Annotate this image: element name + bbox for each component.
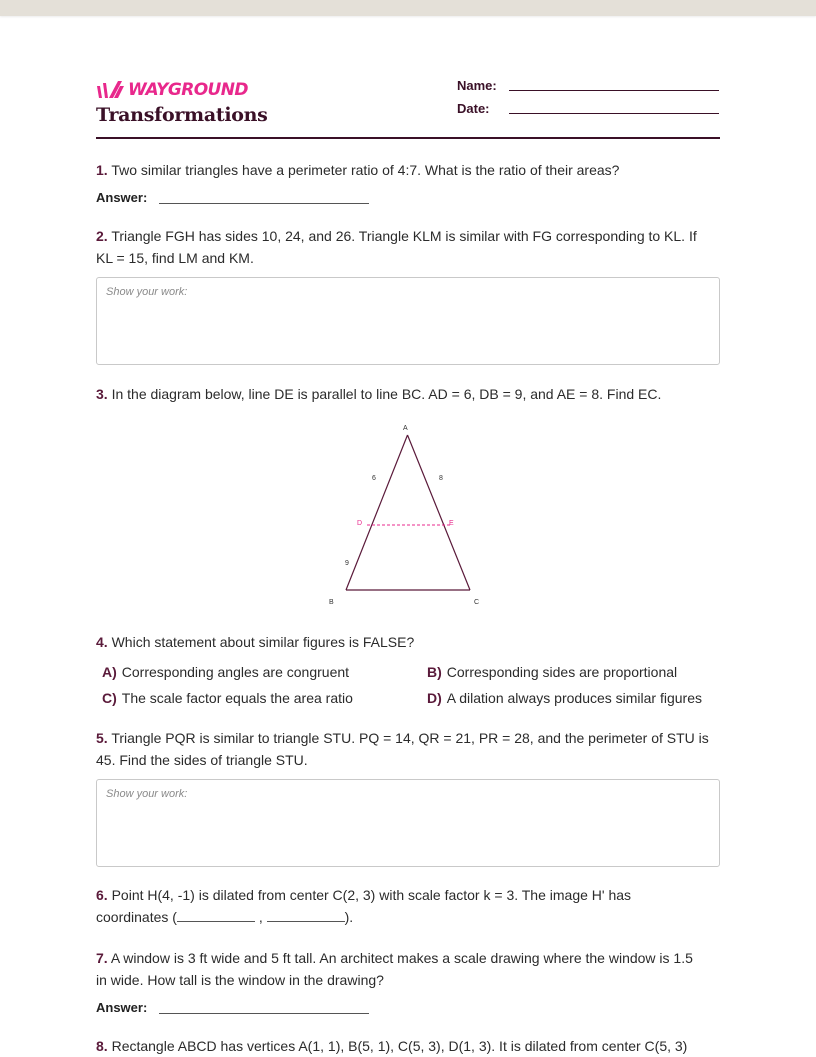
question-1 bbox=[96, 159, 720, 181]
choice-text: Corresponding angles are congruent bbox=[121, 664, 350, 680]
question-number: 6. bbox=[96, 887, 108, 903]
page-top-edge bbox=[0, 0, 816, 16]
choice-text: A dilation always produces similar figures bbox=[446, 690, 703, 706]
choice-a[interactable] bbox=[102, 662, 349, 682]
answer-row-1[interactable] bbox=[96, 190, 369, 205]
choice-letter: C) bbox=[102, 690, 117, 706]
label-b: B bbox=[329, 599, 334, 606]
question-4 bbox=[96, 631, 720, 653]
answer-line[interactable] bbox=[159, 203, 369, 204]
answer-line[interactable] bbox=[159, 1013, 369, 1014]
question-text: A window is 3 ft wide and 5 ft tall. An architect makes a scale drawing where the window is 1.5 bbox=[110, 950, 693, 966]
name-line[interactable] bbox=[509, 90, 719, 91]
question-7 bbox=[96, 947, 720, 991]
label-a: A bbox=[403, 425, 408, 432]
answer-label: Answer: bbox=[96, 1000, 148, 1015]
y-coordinate-blank[interactable] bbox=[267, 907, 345, 922]
worksheet-header bbox=[96, 76, 720, 140]
header-divider bbox=[96, 137, 720, 139]
choice-d[interactable] bbox=[427, 688, 702, 708]
label-e: E bbox=[449, 520, 454, 527]
question-number: 7. bbox=[96, 950, 108, 966]
question-text: Which statement about similar figures is FALSE? bbox=[111, 634, 415, 650]
question-text-cont: KL = 15, find LM and KM. bbox=[96, 250, 254, 266]
answer-row-7[interactable] bbox=[96, 1000, 369, 1015]
work-placeholder: Show your work: bbox=[106, 788, 188, 800]
coordinate-separator: , bbox=[258, 909, 263, 925]
name-field[interactable] bbox=[457, 78, 719, 93]
choice-letter: B) bbox=[427, 664, 442, 680]
brand-name: WAYGROUND bbox=[128, 80, 248, 100]
choice-c[interactable] bbox=[102, 688, 353, 708]
label-db: 9 bbox=[345, 560, 349, 567]
work-box-5[interactable] bbox=[96, 779, 720, 867]
date-line[interactable] bbox=[509, 113, 719, 114]
question-number: 2. bbox=[96, 228, 108, 244]
wayground-logo-icon bbox=[96, 80, 124, 100]
question-number: 3. bbox=[96, 386, 108, 402]
side-ab bbox=[346, 435, 408, 590]
question-text-end: ). bbox=[344, 909, 354, 925]
question-8 bbox=[96, 1035, 720, 1057]
side-ac bbox=[408, 435, 471, 590]
label-c: C bbox=[474, 599, 480, 606]
name-label: Name: bbox=[457, 78, 497, 93]
question-text: Rectangle ABCD has vertices A(1, 1), B(5, 1), C(5, 3), D(1, 3). It is dilated from center C(5, 3) bbox=[111, 1038, 688, 1054]
choice-b[interactable] bbox=[427, 662, 677, 682]
page-title: Transformations bbox=[96, 104, 268, 126]
answer-label: Answer: bbox=[96, 190, 148, 205]
date-label: Date: bbox=[457, 101, 490, 116]
question-text: Triangle PQR is similar to triangle STU. PQ = 14, QR = 21, PR = 28, and the perimeter of STU is bbox=[111, 730, 709, 746]
work-placeholder: Show your work: bbox=[106, 286, 188, 298]
question-6 bbox=[96, 884, 720, 928]
question-text: Two similar triangles have a perimeter ratio of 4:7. What is the ratio of their areas? bbox=[111, 162, 620, 178]
question-2 bbox=[96, 225, 720, 269]
question-text: In the diagram below, line DE is parallel to line BC. AD = 6, DB = 9, and AE = 8. Find EC. bbox=[111, 386, 662, 402]
question-number: 4. bbox=[96, 634, 108, 650]
date-field[interactable] bbox=[457, 101, 719, 116]
choice-text: Corresponding sides are proportional bbox=[446, 664, 678, 680]
question-text-cont: in wide. How tall is the window in the drawing? bbox=[96, 972, 384, 988]
question-number: 5. bbox=[96, 730, 108, 746]
work-box-2[interactable] bbox=[96, 277, 720, 365]
label-ae: 8 bbox=[439, 475, 443, 482]
question-text-cont: 45. Find the sides of triangle STU. bbox=[96, 752, 308, 768]
question-text-cont: coordinates ( bbox=[96, 909, 177, 925]
question-text: Triangle FGH has sides 10, 24, and 26. Triangle KLM is similar with FG corresponding to KL. If bbox=[111, 228, 697, 244]
triangle-diagram bbox=[316, 420, 516, 610]
label-ad: 6 bbox=[372, 475, 376, 482]
choice-letter: D) bbox=[427, 690, 442, 706]
question-number: 8. bbox=[96, 1038, 108, 1054]
question-3 bbox=[96, 383, 720, 405]
question-5 bbox=[96, 727, 720, 771]
choice-letter: A) bbox=[102, 664, 117, 680]
x-coordinate-blank[interactable] bbox=[177, 907, 255, 922]
brand-logo bbox=[96, 80, 248, 100]
choice-text: The scale factor equals the area ratio bbox=[121, 690, 353, 706]
question-number: 1. bbox=[96, 162, 108, 178]
question-text: Point H(4, -1) is dilated from center C(2, 3) with scale factor k = 3. The image H' has bbox=[111, 887, 632, 903]
label-d: D bbox=[357, 520, 363, 527]
